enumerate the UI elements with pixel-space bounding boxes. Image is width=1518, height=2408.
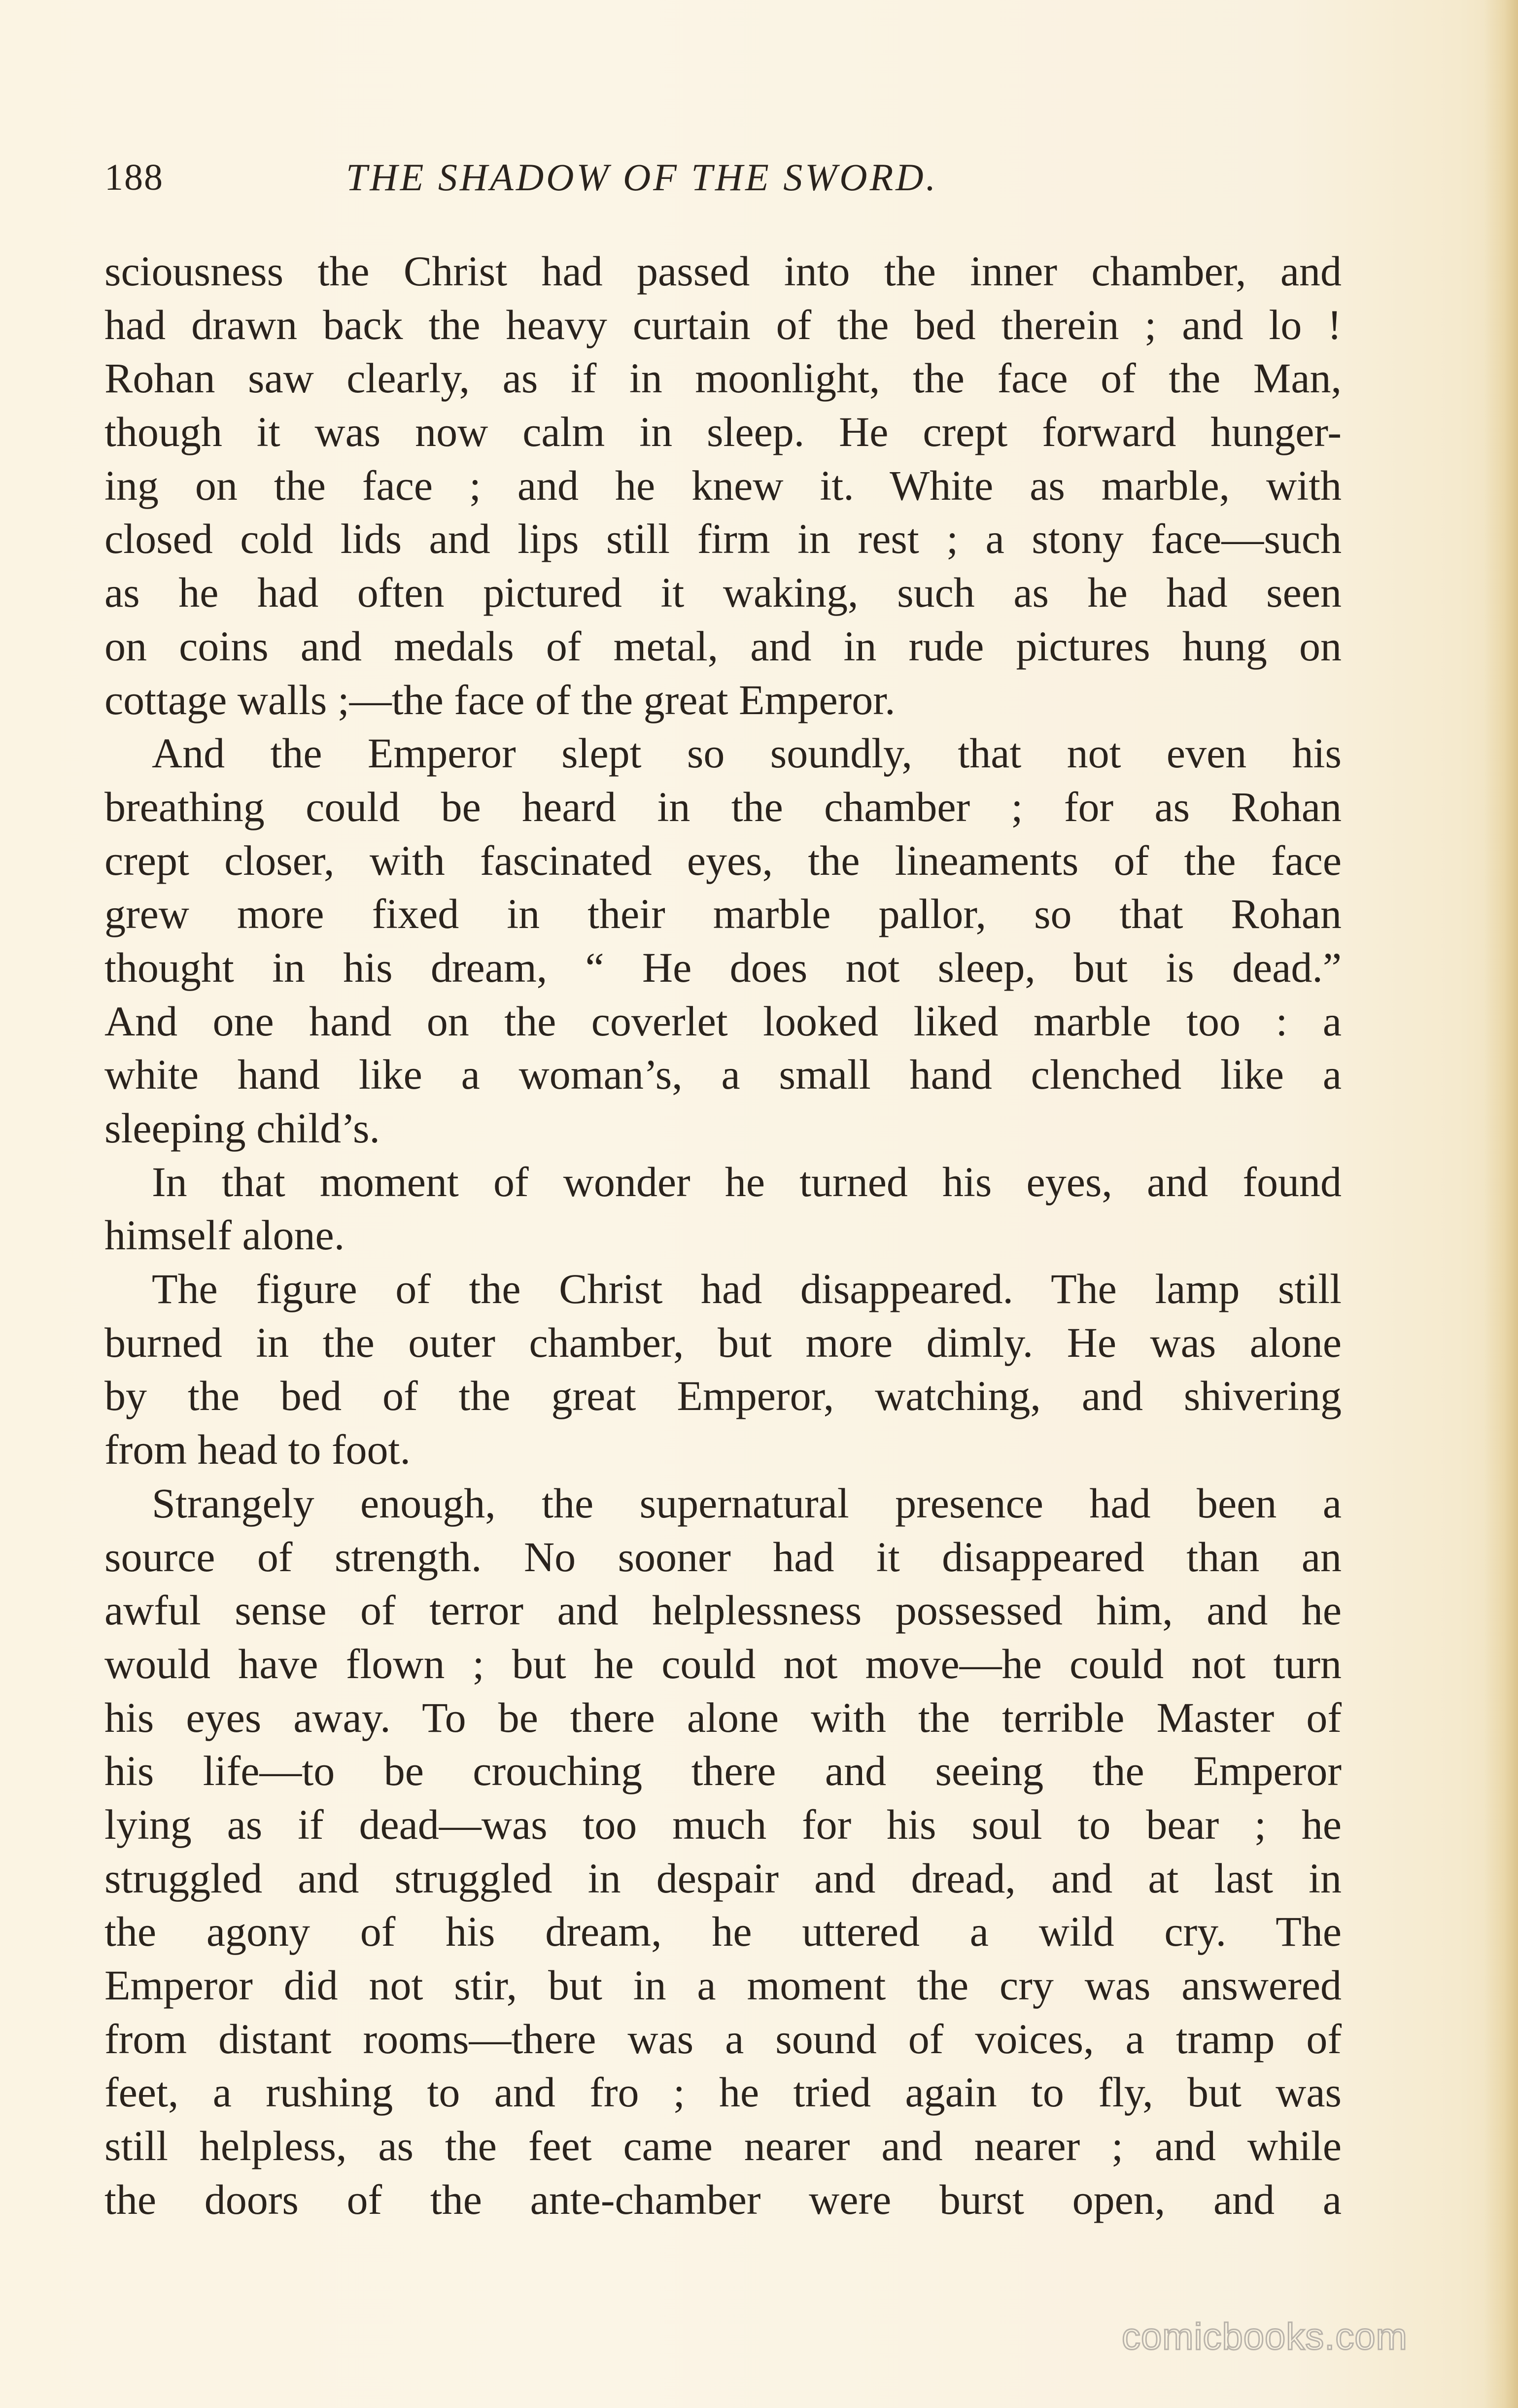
text-line: feet, a rushing to and fro ; he tried again to fly, but was <box>104 2068 1342 2116</box>
text-line: sciousness the Christ had passed into the inner chamber, and <box>104 247 1342 295</box>
text-line: burned in the outer chamber, but more dimly. He was alone <box>104 1318 1342 1366</box>
text-line: lying as if dead—was too much for his soul to bear ; he <box>104 1800 1342 1848</box>
page-number: 188 <box>104 157 164 198</box>
text-line: Emperor did not stir, but in a moment the cry was answered <box>104 1961 1342 2009</box>
text-line: closed cold lids and lips still firm in rest ; a stony face—such <box>104 515 1342 563</box>
text-line: on coins and medals of metal, and in rude pictures hung on <box>104 622 1342 670</box>
running-title: THE SHADOW OF THE SWORD. <box>346 156 938 199</box>
text-line: grew more fixed in their marble pallor, so that Rohan <box>104 890 1342 938</box>
paragraph-first-line: The figure of the Christ had disappeared. The lamp still <box>152 1265 1342 1313</box>
text-line: thought in his dream, “ He does not sleep, but is dead.” <box>104 943 1342 991</box>
text-line: from head to foot. <box>104 1426 411 1474</box>
text-line: the agony of his dream, he uttered a wild cry. The <box>104 1908 1342 1956</box>
text-line: as he had often pictured it waking, such as he had seen <box>104 569 1342 617</box>
watermark: comicbooks.com <box>1122 2316 1408 2358</box>
text-line: cottage walls ;—the face of the great Emperor. <box>104 676 896 723</box>
page-header <box>104 148 1337 207</box>
text-line: breathing could be heard in the chamber ; for as Rohan <box>104 783 1342 830</box>
text-line: himself alone. <box>104 1211 345 1259</box>
text-line: still helpless, as the feet came nearer and nearer ; and while <box>104 2122 1342 2170</box>
page-edge-shadow <box>1484 0 1518 2408</box>
text-line: though it was now calm in sleep. He crept forward hunger- <box>104 408 1342 456</box>
text-line: ing on the face ; and he knew it. White as marble, with <box>104 461 1342 509</box>
text-line: his life—to be crouching there and seeing the Emperor <box>104 1747 1342 1795</box>
text-line: had drawn back the heavy curtain of the bed therein ; and lo ! <box>104 301 1342 348</box>
text-line: sleeping child’s. <box>104 1104 380 1152</box>
text-line: by the bed of the great Emperor, watching, and shivering <box>104 1372 1342 1420</box>
text-line: crept closer, with fascinated eyes, the lineaments of the face <box>104 836 1342 884</box>
text-line: his eyes away. To be there alone with the terrible Master of <box>104 1693 1342 1741</box>
text-line: would have flown ; but he could not move—he could not turn <box>104 1640 1342 1687</box>
text-line: white hand like a woman’s, a small hand clenched like a <box>104 1051 1342 1099</box>
text-line: struggled and struggled in despair and dread, and at last in <box>104 1854 1342 1902</box>
text-line: source of strength. No sooner had it disappeared than an <box>104 1533 1342 1581</box>
paragraph-first-line: In that moment of wonder he turned his eyes, and found <box>152 1158 1342 1205</box>
text-line: the doors of the ante-chamber were burst open, and a <box>104 2175 1342 2223</box>
text-line: Rohan saw clearly, as if in moonlight, the face of the Man, <box>104 354 1342 402</box>
body-text <box>104 244 1342 2226</box>
text-line: from distant rooms—there was a sound of voices, a tramp of <box>104 2015 1342 2063</box>
text-line: awful sense of terror and helplessness possessed him, and he <box>104 1586 1342 1634</box>
paragraph-first-line: And the Emperor slept so soundly, that not even his <box>152 729 1342 777</box>
paragraph-first-line: Strangely enough, the supernatural presence had been a <box>152 1479 1342 1527</box>
text-line: And one hand on the coverlet looked liked marble too : a <box>104 997 1342 1045</box>
